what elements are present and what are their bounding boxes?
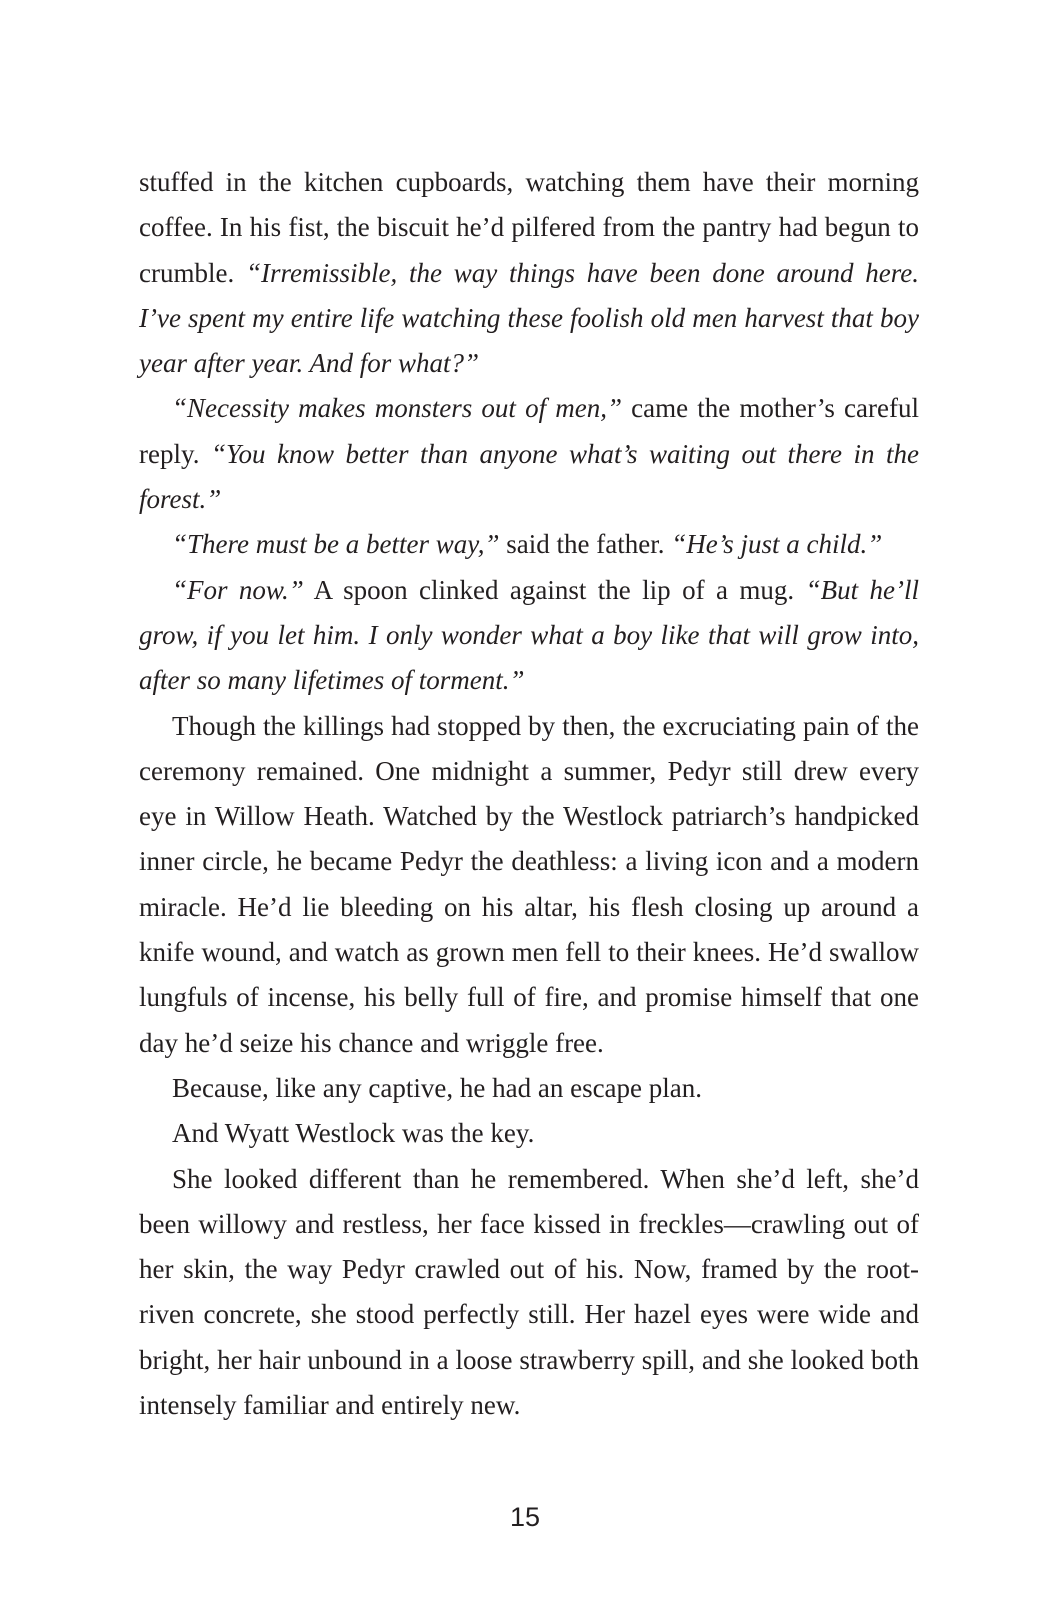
text-run-italic: “Irremissible, the way things have been done around here. I’ve spent my entire life watching these foolish old men harvest that boy year after year. And for what?” (139, 257, 919, 379)
text-run-italic: “For now.” (172, 574, 304, 605)
paragraph (139, 386, 919, 522)
text-run: And Wyatt Westlock was the key. (172, 1118, 535, 1149)
paragraph (139, 568, 919, 704)
text-run-italic: “You know better than anyone what’s waiting out there in the forest.” (139, 438, 919, 515)
text-run: stuffed in the kitchen cupboards, watching them have their morning coffee. In his fist, the biscuit he’d pilfered from the pantry had begun to crumble. (139, 167, 919, 288)
body-text (139, 160, 919, 1428)
text-run: Because, like any captive, he had an escape plan. (172, 1072, 703, 1103)
text-run-italic: “There must be a better way,” (172, 529, 500, 560)
page-number: 15 (509, 1502, 541, 1532)
paragraph (139, 704, 919, 1066)
paragraph (139, 160, 919, 386)
text-run-italic: “But he’ll grow, if you let him. I only wonder what a boy like that will grow into, after so many lifetimes of torment.” (139, 574, 919, 696)
paragraph (139, 1157, 919, 1429)
text-run-italic: “He’s just a child.” (671, 529, 883, 560)
text-run-italic: “Necessity makes monsters out of men,” (172, 393, 622, 424)
text-run: came the mother’s careful reply. (139, 393, 919, 469)
text-run: said the father. (499, 529, 672, 560)
paragraph (139, 522, 919, 567)
text-run: She looked different than he remembered. When she’d left, she’d been willowy and restless, her face kissed in freckles—crawling out of her skin, the way Pedyr crawled out of his. Now, framed by the root-riven concrete, she stood perfectly still. Her hazel eyes were wide and bright, her hair unbound in a loose strawberry spill, and she looked both intensely familiar and entirely new. (139, 1163, 919, 1421)
paragraph (139, 1111, 919, 1156)
text-run: Though the killings had stopped by then, the excruciating pain of the ceremony remained. One midnight a summer, Pedyr still drew every eye in Willow Heath. Watched by the Westlock patriarch’s handpicked inner circle, he became Pedyr the deathless: a living icon and a modern miracle. He’d lie bleeding on his altar, his flesh closing up around a knife wound, and watch as grown men fell to their knees. He’d swallow lungfuls of incense, his belly full of fire, and promise himself that one day he’d seize his chance and wriggle free. (139, 710, 919, 1058)
text-run: A spoon clinked against the lip of a mug. (303, 574, 806, 605)
paragraph (139, 1066, 919, 1111)
